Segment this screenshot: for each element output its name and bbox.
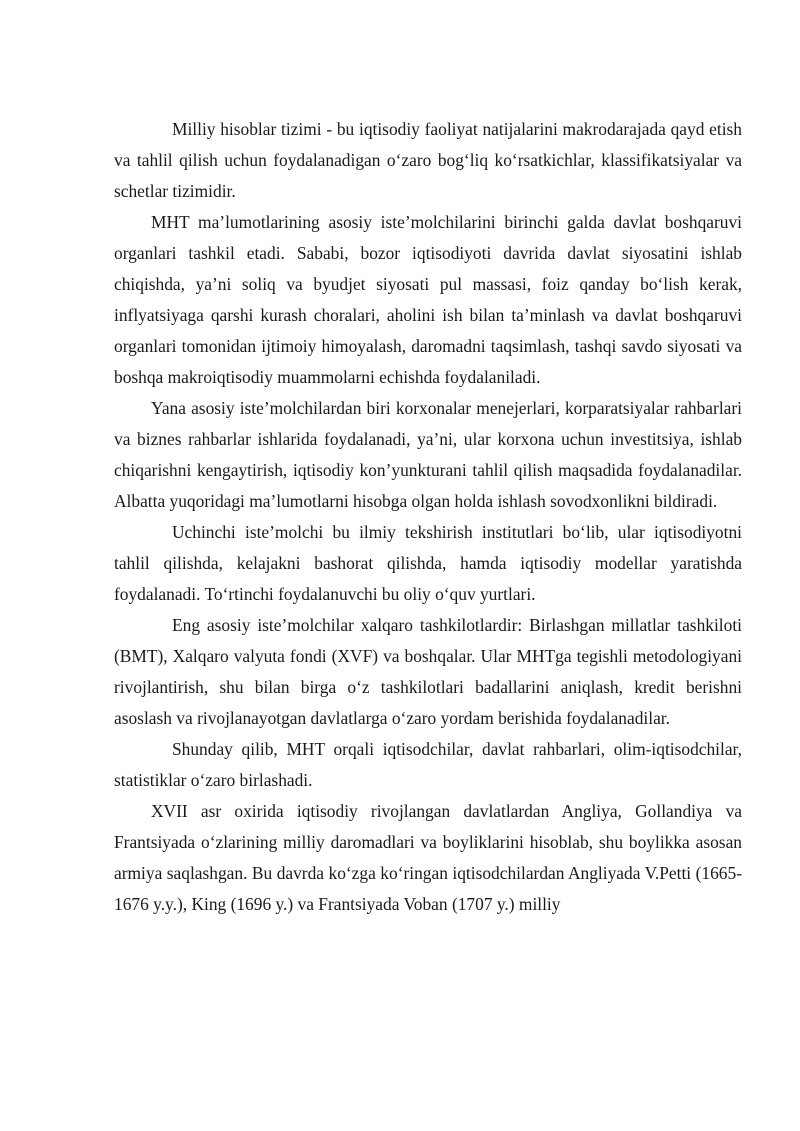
paragraph-summary: Shunday qilib, MHT orqali iqtisodchilar, davlat rahbarlari, olim-iqtisodchilar, statistiklar o‘zaro birlashadi. xyxy=(114,739,742,790)
paragraph-international-users: Eng asosiy iste’molchilar xalqaro tashkilotlardir: Birlashgan millatlar tashkiloti (BMT), Xalqaro valyuta fondi (XVF) va boshqalar. Ular MHTga tegishli metodologiyani rivojlantirish, shu bilan birga o‘z tashkilotlari badallarini aniqlash, kredit berishni asoslash va rivojlanayotgan davlatlarga o‘zaro yordam berishida foydalanadilar. xyxy=(114,615,742,728)
document-body xyxy=(114,114,742,920)
paragraph-government-users: MHT ma’lumotlarining asosiy iste’molchilarini birinchi galda davlat boshqaruvi organlari tashkil etadi. Sababi, bozor iqtisodiyoti davrida davlat siyosatini ishlab chiqishda, ya’ni soliq va byudjet siyosati pul massasi, foiz qanday bo‘lish kerak, inflyatsiyaga qarshi kurash choralari, aholini ish bilan ta’minlash va davlat boshqaruvi organlari tomonidan ijtimoiy himoyalash, daromadni taqsimlash, tashqi savdo siyosati va boshqa makroiqtisodiy muammolarni echishda foydalaniladi. xyxy=(114,212,742,387)
paragraph-enterprise-users: Yana asosiy iste’molchilardan biri korxonalar menejerlari, korparatsiyalar rahbarlari va biznes rahbarlar ishlarida foydalanadi, ya’ni, ular korxona uchun investitsiya, ishlab chiqarishni kengaytirish, iqtisodiy kon’yunkturani tahlil qilish maqsadida foydalanadilar. Albatta yuqoridagi ma’lumotlarni hisobga olgan holda ishlash sovodxonlikni bildiradi. xyxy=(114,398,742,511)
paragraph-research-users: Uchinchi iste’molchi bu ilmiy tekshirish institutlari bo‘lib, ular iqtisodiyotni tahlil qilishda, kelajakni bashorat qilishda, hamda iqtisodiy modellar yaratishda foydalanadi. To‘rtinchi foydalanuvchi bu oliy o‘quv yurtlari. xyxy=(114,522,742,604)
paragraph-history: XVII asr oxirida iqtisodiy rivojlangan davlatlardan Angliya, Gollandiya va Frantsiyada o‘zlarining milliy daromadlari va boyliklarini hisoblab, shu boylikka asosan armiya saqlashgan. Bu davrda ko‘zga ko‘ringan iqtisodchilardan Angliyada V.Petti (1665-1676 y.y.), King (1696 y.) va Frantsiyada Voban (1707 y.) milliy xyxy=(114,801,742,914)
paragraph-national-accounts-definition: Milliy hisoblar tizimi - bu iqtisodiy faoliyat natijalarini makrodarajada qayd etish va tahlil qilish uchun foydalanadigan o‘zaro bog‘liq ko‘rsatkichlar, klassifikatsiyalar va schetlar tizimidir. xyxy=(114,119,742,201)
